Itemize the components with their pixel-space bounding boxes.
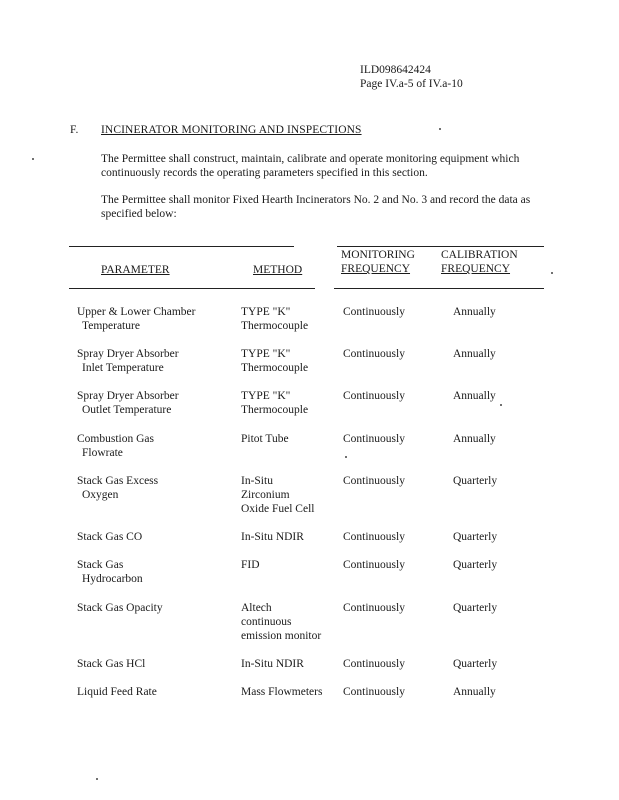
table-top-rule-left	[69, 246, 294, 247]
parameter-cell	[77, 685, 157, 699]
table-top-rule-right	[337, 246, 544, 247]
parameter-line1: Stack Gas CO	[77, 531, 143, 543]
calibration-frequency-cell: Quarterly	[453, 559, 498, 571]
method-cell	[241, 347, 308, 375]
method-line1: In-Situ	[241, 475, 273, 487]
parameter-line2: Flowrate	[82, 447, 123, 459]
column-header-monitoring-line2: FREQUENCY	[341, 263, 411, 275]
method-cell	[241, 432, 289, 446]
calibration-frequency-cell: Annually	[453, 433, 496, 445]
method-line2: continuous	[241, 616, 292, 628]
parameter-line2: Oxygen	[82, 489, 119, 501]
method-cell	[241, 474, 314, 516]
parameter-cell	[77, 601, 163, 615]
method-line3: emission monitor	[241, 630, 322, 642]
calibration-frequency-cell: Quarterly	[453, 602, 498, 614]
monitoring-frequency-cell: Continuously	[343, 686, 405, 698]
calibration-frequency-cell: Annually	[453, 348, 496, 360]
monitoring-frequency-cell: Continuously	[343, 475, 405, 487]
monitoring-frequency-cell: Continuously	[343, 658, 405, 670]
monitoring-frequency-cell: Continuously	[343, 531, 405, 543]
method-cell	[241, 601, 321, 643]
method-line1: Altech	[241, 602, 272, 614]
column-header-calibration-line2: FREQUENCY	[441, 263, 511, 275]
column-header-method: METHOD	[253, 264, 303, 276]
method-line1: Pitot Tube	[241, 433, 289, 445]
parameter-line1: Upper & Lower Chamber	[77, 306, 196, 318]
method-line2: Zirconium	[241, 489, 290, 501]
method-cell	[241, 389, 308, 417]
parameter-line2: Hydrocarbon	[82, 573, 143, 585]
section-letter: F.	[70, 124, 79, 136]
parameter-line1: Liquid Feed Rate	[77, 686, 157, 698]
table-header-rule-right	[334, 288, 544, 289]
calibration-frequency-cell: Annually	[453, 306, 496, 318]
calibration-frequency-cell: Quarterly	[453, 658, 498, 670]
parameter-line2: Temperature	[82, 320, 140, 332]
method-line1: In-Situ NDIR	[241, 658, 304, 670]
scan-speck	[439, 128, 441, 130]
instruction-paragraph: The Permittee shall monitor Fixed Hearth Incinerators No. 2 and No. 3 and record the data as specified below:	[101, 194, 531, 220]
method-line1: TYPE "K"	[241, 306, 291, 318]
monitoring-frequency-cell: Continuously	[343, 602, 405, 614]
parameter-cell	[77, 347, 179, 375]
method-line2: Thermocouple	[241, 320, 309, 332]
method-cell	[241, 530, 304, 544]
parameter-cell	[77, 530, 142, 544]
scan-speck	[500, 404, 502, 406]
method-line1: TYPE "K"	[241, 390, 291, 402]
calibration-frequency-cell: Quarterly	[453, 531, 498, 543]
parameter-line1: Stack Gas Excess	[77, 475, 159, 487]
method-line1: TYPE "K"	[241, 348, 291, 360]
method-cell	[241, 657, 304, 671]
monitoring-frequency-cell: Continuously	[343, 306, 405, 318]
monitoring-frequency-cell: Continuously	[343, 433, 405, 445]
column-header-calibration-line1: CALIBRATION	[441, 249, 518, 261]
parameter-cell	[77, 305, 195, 333]
parameter-line1: Spray Dryer Absorber	[77, 390, 179, 402]
parameter-line1: Spray Dryer Absorber	[77, 348, 179, 360]
column-header-monitoring-line1: MONITORING	[341, 249, 415, 261]
method-cell	[241, 558, 260, 572]
parameter-line1: Stack Gas HCl	[77, 658, 146, 670]
parameter-cell	[77, 389, 179, 417]
method-line1: Mass Flowmeters	[241, 686, 323, 698]
section-title: INCINERATOR MONITORING AND INSPECTIONS	[101, 124, 362, 136]
parameter-cell	[77, 558, 143, 586]
method-line2: Thermocouple	[241, 404, 309, 416]
scan-speck	[32, 158, 34, 160]
method-line1: In-Situ NDIR	[241, 531, 304, 543]
monitoring-frequency-cell: Continuously	[343, 348, 405, 360]
scan-speck	[551, 272, 553, 274]
method-cell	[241, 685, 322, 699]
calibration-frequency-cell: Annually	[453, 390, 496, 402]
parameter-line2: Inlet Temperature	[82, 362, 164, 374]
parameter-line2: Outlet Temperature	[82, 404, 172, 416]
parameter-line1: Combustion Gas	[77, 433, 154, 445]
page-reference: Page IV.a-5 of IV.a-10	[360, 78, 463, 90]
method-cell	[241, 305, 308, 333]
parameter-line1: Stack Gas	[77, 559, 124, 571]
method-line3: Oxide Fuel Cell	[241, 503, 315, 515]
parameter-cell	[77, 657, 145, 671]
intro-paragraph: The Permittee shall construct, maintain, calibrate and operate monitoring equipment which continuously records the operating parameters specified in this section.	[101, 153, 520, 179]
column-header-parameter: PARAMETER	[101, 264, 170, 276]
scan-speck	[96, 778, 98, 780]
scan-speck	[345, 456, 347, 458]
calibration-frequency-cell: Quarterly	[453, 475, 498, 487]
method-line2: Thermocouple	[241, 362, 309, 374]
parameter-line1: Stack Gas Opacity	[77, 602, 163, 614]
monitoring-frequency-cell: Continuously	[343, 390, 405, 402]
parameter-cell	[77, 432, 154, 460]
document-id: ILD098642424	[360, 64, 431, 76]
method-line1: FID	[241, 559, 260, 571]
calibration-frequency-cell: Annually	[453, 686, 496, 698]
monitoring-frequency-cell: Continuously	[343, 559, 405, 571]
parameter-cell	[77, 474, 158, 502]
table-header-rule-left	[69, 288, 315, 289]
